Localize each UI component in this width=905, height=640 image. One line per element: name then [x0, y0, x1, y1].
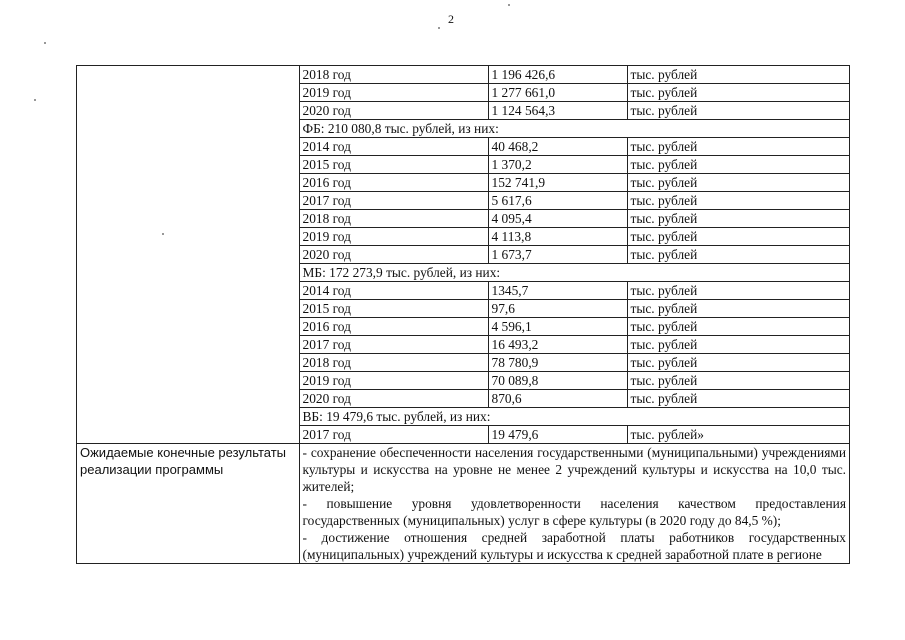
unit-cell: тыс. рублей — [627, 192, 850, 210]
value-cell: 4 095,4 — [488, 210, 627, 228]
year-cell: 2018 год — [299, 354, 488, 372]
unit-cell: тыс. рублей — [627, 84, 850, 102]
year-cell: 2017 год — [299, 426, 488, 444]
value-cell: 1 277 661,0 — [488, 84, 627, 102]
scan-speck — [438, 27, 440, 29]
page-number: 2 — [448, 12, 454, 26]
scan-speck — [34, 99, 36, 101]
results-label: Ожидаемые конечные результаты реализации программы — [77, 444, 300, 564]
section-header: ФБ: 210 080,8 тыс. рублей, из них: — [299, 120, 850, 138]
year-cell: 2017 год — [299, 192, 488, 210]
value-cell: 4 596,1 — [488, 318, 627, 336]
year-cell: 2020 год — [299, 246, 488, 264]
unit-cell: тыс. рублей — [627, 372, 850, 390]
year-cell: 2019 год — [299, 84, 488, 102]
value-cell: 16 493,2 — [488, 336, 627, 354]
value-cell: 870,6 — [488, 390, 627, 408]
value-cell: 70 089,8 — [488, 372, 627, 390]
unit-cell: тыс. рублей — [627, 228, 850, 246]
value-cell: 1 124 564,3 — [488, 102, 627, 120]
section-header: МБ: 172 273,9 тыс. рублей, из них: — [299, 264, 850, 282]
financing-table-body — [77, 66, 850, 564]
result-bullet: - сохранение обеспеченности населения государственными (муниципальными) учреждениями культуры и искусства на уровне не менее 2 учреждений культуры и искусства на 10,0 тыс. жителей; — [302, 445, 846, 494]
year-cell: 2018 год — [299, 210, 488, 228]
results-row — [77, 444, 850, 564]
unit-cell: тыс. рублей — [627, 174, 850, 192]
scan-speck — [44, 42, 46, 44]
value-cell: 97,6 — [488, 300, 627, 318]
year-cell: 2020 год — [299, 390, 488, 408]
result-bullet: - повышение уровня удовлетворенности населения качеством предоставления государственных (муниципальных) услуг в сфере культуры (в 2020 году до 84,5 %); — [302, 496, 846, 528]
year-cell: 2015 год — [299, 156, 488, 174]
value-cell: 19 479,6 — [488, 426, 627, 444]
year-cell: 2017 год — [299, 336, 488, 354]
value-cell: 152 741,9 — [488, 174, 627, 192]
unit-cell: тыс. рублей — [627, 156, 850, 174]
value-cell: 40 468,2 — [488, 138, 627, 156]
unit-cell: тыс. рублей» — [627, 426, 850, 444]
unit-cell: тыс. рублей — [627, 318, 850, 336]
year-cell: 2020 год — [299, 102, 488, 120]
table-row — [77, 66, 850, 84]
year-cell: 2014 год — [299, 282, 488, 300]
year-cell: 2014 год — [299, 138, 488, 156]
year-cell: 2016 год — [299, 174, 488, 192]
unit-cell: тыс. рублей — [627, 390, 850, 408]
result-bullet: - достижение отношения средней заработной платы работников государственных (муниципальных) учреждений культуры и искусства к средней заработной плате в регионе — [302, 530, 846, 562]
unit-cell: тыс. рублей — [627, 138, 850, 156]
year-cell: 2019 год — [299, 228, 488, 246]
value-cell: 5 617,6 — [488, 192, 627, 210]
value-cell: 1 370,2 — [488, 156, 627, 174]
unit-cell: тыс. рублей — [627, 300, 850, 318]
year-cell: 2018 год — [299, 66, 488, 84]
value-cell: 1 673,7 — [488, 246, 627, 264]
left-empty-cell — [77, 66, 300, 444]
unit-cell: тыс. рублей — [627, 210, 850, 228]
year-cell: 2015 год — [299, 300, 488, 318]
value-cell: 1 196 426,6 — [488, 66, 627, 84]
scan-speck — [508, 4, 510, 6]
value-cell: 1345,7 — [488, 282, 627, 300]
unit-cell: тыс. рублей — [627, 102, 850, 120]
unit-cell: тыс. рублей — [627, 282, 850, 300]
financing-table — [76, 65, 850, 564]
value-cell: 4 113,8 — [488, 228, 627, 246]
year-cell: 2019 год — [299, 372, 488, 390]
year-cell: 2016 год — [299, 318, 488, 336]
unit-cell: тыс. рублей — [627, 246, 850, 264]
unit-cell: тыс. рублей — [627, 354, 850, 372]
section-header: ВБ: 19 479,6 тыс. рублей, из них: — [299, 408, 850, 426]
unit-cell: тыс. рублей — [627, 336, 850, 354]
value-cell: 78 780,9 — [488, 354, 627, 372]
results-text — [299, 444, 850, 564]
unit-cell: тыс. рублей — [627, 66, 850, 84]
